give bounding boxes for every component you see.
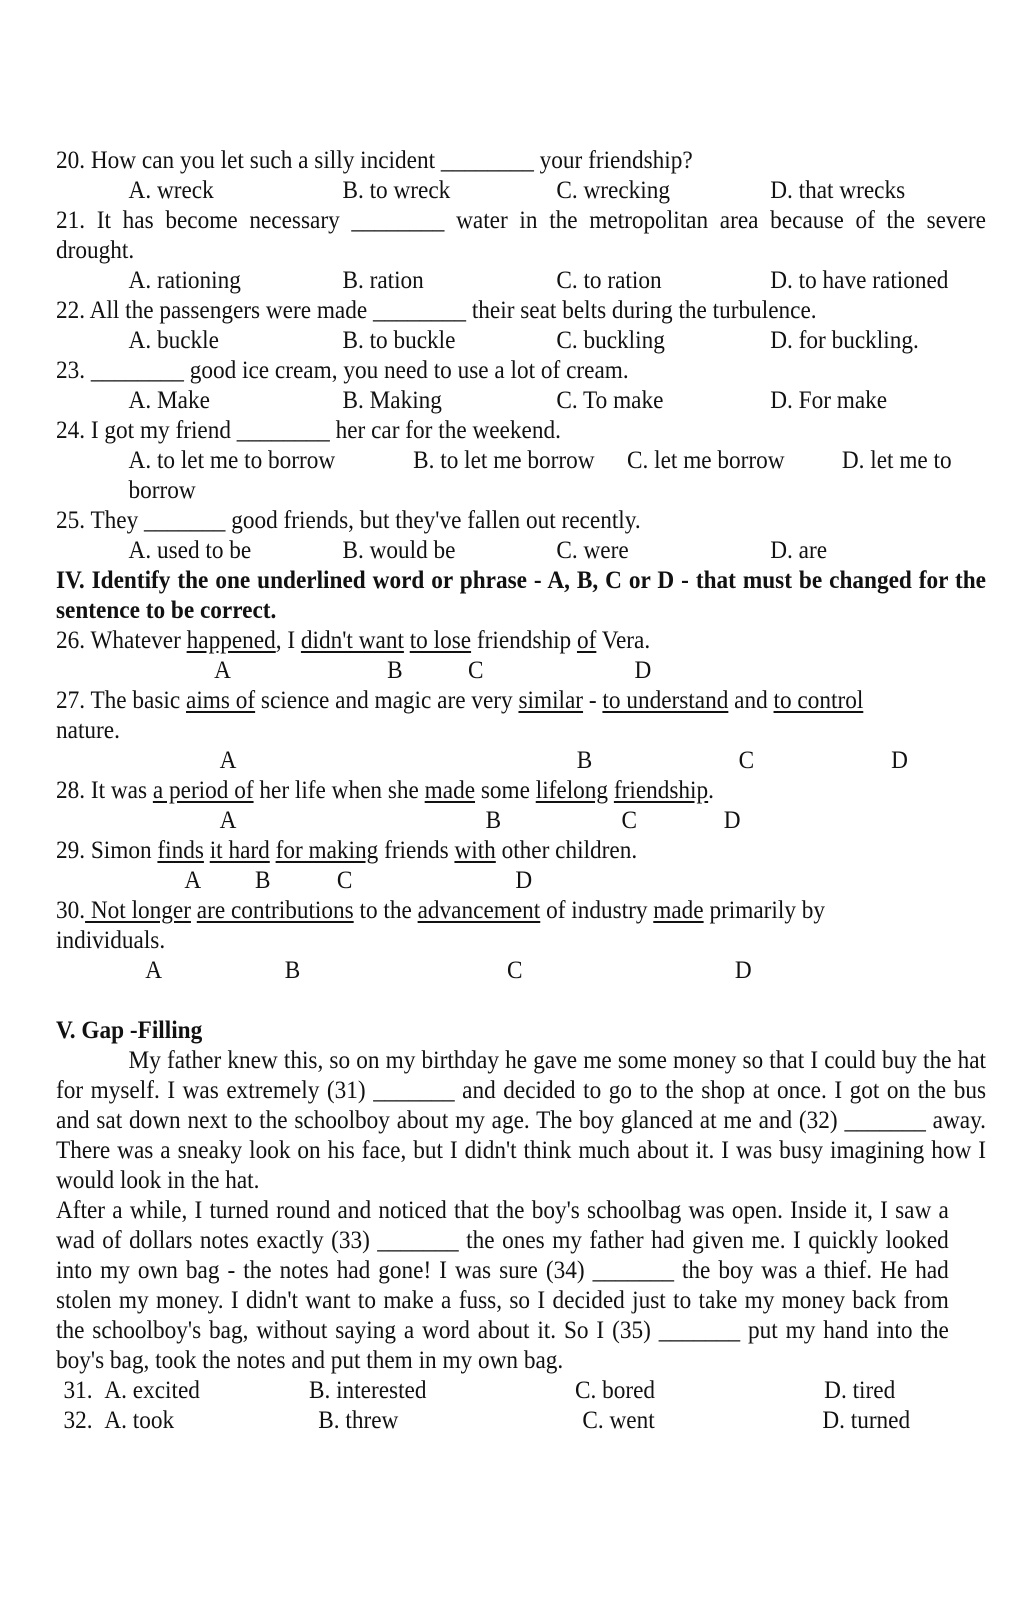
letter-c: C [336,867,353,894]
letters-30 [56,956,1005,986]
option-d: D. turned [822,1407,911,1434]
text: and [728,687,774,714]
question-number: 29. [56,837,86,864]
letters-27 [56,746,1005,776]
question-number: 31. [63,1377,93,1404]
options-20 [56,176,1005,206]
option-a: A. took [104,1407,175,1434]
option-d: D. tired [824,1377,896,1404]
worksheet-page [56,146,1005,1436]
underlined-b: similar [518,687,584,714]
question-number: 28. [56,777,86,804]
underlined-a: finds [157,837,204,864]
section-iv-heading: IV. Identify the one underlined word or phrase - A, B, C or D - that must be changed for the sentence to be correct. [56,567,986,624]
text: some [475,777,536,804]
letter-c: C [467,657,484,684]
question-20 [56,146,1005,176]
question-stem: I got my friend ________ her car for the weekend. [90,417,561,444]
text: of industry [540,897,654,924]
option-a: A. wreck [128,177,214,204]
question-21 [56,206,986,266]
underlined-b: it hard [209,837,270,864]
question-number: 26. [56,627,86,654]
letters-29 [56,866,1005,896]
underlined-a: Not longer [85,897,191,924]
question-30-continued: individuals. [56,927,166,954]
letter-a: A [219,807,237,834]
letter-d: D [634,657,652,684]
text: to the [353,897,418,924]
option-c: C. went [582,1407,655,1434]
underlined-d: with [454,837,496,864]
options-22 [56,326,1005,356]
passage-paragraph-1: My father knew this, so on my birthday he gave me some money so that I could buy the hat for myself. I was extremely (31) _______ and decided to go to the shop at once. I got on the bus and sat down next to the schoolboy about my age. The boy glanced at me and (32) _______ away. There was a sneaky look on his face, but I didn't think much about it. I was busy imagining how I would look in the hat. [56,1047,986,1194]
option-a: A. buckle [128,327,219,354]
option-d: D. that wrecks [770,177,906,204]
option-b: B. to wreck [342,177,451,204]
underlined-d: friendship [613,777,709,804]
text: primarily by [703,897,826,924]
question-27-continued: nature. [56,717,120,744]
options-21 [56,266,1005,296]
question-stem: All the passengers were made ________ their seat belts during the turbulence. [89,297,817,324]
underlined-c: to understand [602,687,729,714]
text: The basic [90,687,187,714]
text: friendship [471,627,577,654]
question-number: 20. [56,147,86,174]
options-24-continued [56,476,1005,506]
question-23 [56,356,1005,386]
letter-d: D [891,747,908,774]
text: Vera. [596,627,651,654]
question-number: 30. [56,897,86,924]
letter-a: A [214,657,231,684]
letters-26 [56,656,1005,686]
options-24 [56,446,1005,476]
option-b: B. threw [318,1407,399,1434]
text: friends [378,837,455,864]
option-a: A. excited [104,1377,200,1404]
options-23 [56,386,1005,416]
option-b: B. to buckle [342,327,456,354]
question-22 [56,296,1005,326]
letter-b: B [387,657,403,684]
text: - [583,687,603,714]
letter-b: B [255,867,271,894]
question-stem: It has become necessary ________ water in the metropolitan area because of the severe drought. [56,207,987,264]
underlined-b: made [424,777,476,804]
passage-paragraph-2: After a while, I turned round and noticed that the boy's schoolbag was open. Inside it, I saw a wad of dollars notes exactly (33) _______ the ones my father had given me. I quickly looked into my own bag - the notes had gone! I was sure (34) _______ the boy was a thief. He had stolen my money. I didn't want to make a fuss, so I decided just to take my money back from the schoolboy's bag, without saying a word about it. So I (35) _______ put my hand into the boy's bag, took the notes and put them in my own bag. [56,1197,949,1374]
option-a: A. Make [128,387,210,414]
option-d: D. let me to [841,447,952,474]
underlined-c: lifelong [535,777,609,804]
question-number: 22. [56,297,86,324]
question-stem: How can you let such a silly incident ________ your friendship? [90,147,693,174]
underlined-d: made [653,897,704,924]
question-stem: They _______ good friends, but they've fallen out recently. [90,507,641,534]
letter-b: B [284,957,301,984]
option-d: D. to have rationed [770,267,949,294]
underlined-c: advancement [417,897,541,924]
question-number: 25. [56,507,86,534]
question-number: 21. [56,207,86,234]
text: , I [275,627,301,654]
underlined-b: are contributions [196,897,354,924]
question-24 [56,416,1005,446]
letter-d: D [734,957,752,984]
underlined-d: to control [773,687,864,714]
underlined-a: happened [186,627,276,654]
letter-c: C [738,747,755,774]
text: her life when she [253,777,425,804]
question-28 [56,776,1005,806]
option-d: D. For make [770,387,888,414]
letter-a: A [219,747,237,774]
underlined-a: aims of [186,687,256,714]
option-a: A. rationing [128,267,241,294]
option-c: C. To make [556,387,664,414]
text: It was [90,777,153,804]
text: Simon [90,837,158,864]
option-d-continued: borrow [128,477,196,504]
underlined-b: didn't want [300,627,404,654]
underlined-c: to lose [409,627,472,654]
letter-b: B [485,807,502,834]
question-25 [56,506,1005,536]
option-b: B. to let me borrow [413,447,595,474]
option-b: B. would be [342,537,456,564]
question-27 [56,686,1005,716]
question-number: 23. [56,357,86,384]
option-a: A. used to be [128,537,252,564]
option-b: B. interested [308,1377,427,1404]
underlined-c: for making [275,837,379,864]
option-d: D. for buckling. [770,327,919,354]
option-c: C. to ration [556,267,662,294]
option-c: C. wrecking [556,177,670,204]
question-29 [56,836,1005,866]
underlined-a: a period of [152,777,254,804]
text: science and magic are very [255,687,519,714]
option-c: C. let me borrow [627,447,785,474]
letter-d: D [515,867,533,894]
question-stem: ________ good ice cream, you need to use a lot of cream. [90,357,629,384]
question-number: 27. [56,687,86,714]
letter-c: C [621,807,637,834]
text: . [708,777,714,804]
underlined-d: of [576,627,597,654]
answer-31 [56,1376,1005,1406]
letter-c: C [507,957,523,984]
letter-d: D [723,807,741,834]
question-30 [56,896,1005,926]
question-number: 24. [56,417,86,444]
option-d: D. are [770,537,828,564]
options-25 [56,536,1005,566]
text: other children. [495,837,638,864]
letter-a: A [145,957,163,984]
section-v-heading: V. Gap -Filling [56,1017,203,1044]
option-c: C. buckling [556,327,665,354]
letter-b: B [576,747,593,774]
text: Whatever [90,627,187,654]
letters-28 [56,806,1005,836]
option-b: B. Making [342,387,442,414]
option-c: C. bored [574,1377,656,1404]
answer-32 [56,1406,1005,1436]
question-number: 32. [63,1407,93,1434]
option-b: B. ration [342,267,424,294]
letter-a: A [184,867,202,894]
option-c: C. were [556,537,629,564]
option-a: A. to let me to borrow [128,447,336,474]
question-26 [56,626,1005,656]
